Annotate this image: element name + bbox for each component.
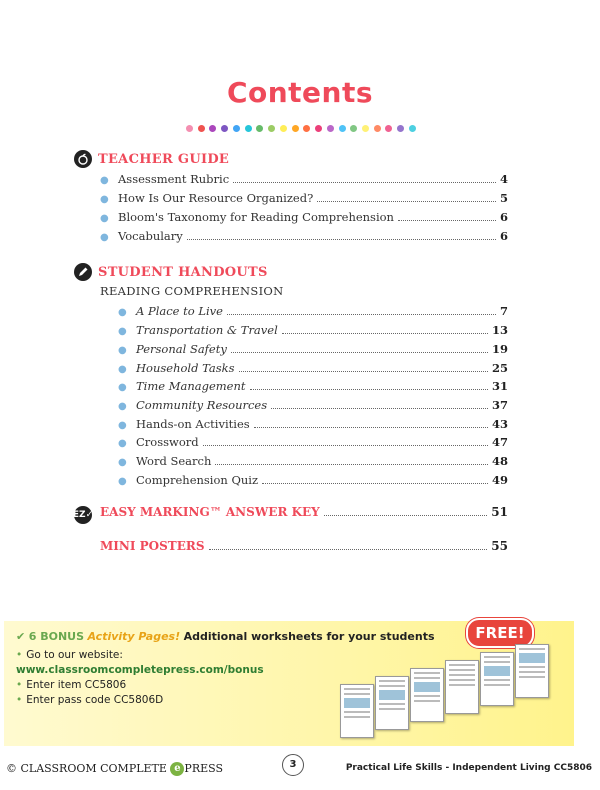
teacher-guide-heading <box>74 150 229 168</box>
decorative-dot <box>362 125 369 132</box>
dot-leader <box>209 549 488 550</box>
bullet-icon: ● <box>118 420 127 431</box>
worksheet-thumbnail <box>515 644 549 698</box>
toc-entry[interactable] <box>100 191 508 208</box>
logo-mark-icon: e <box>170 762 184 776</box>
toc-label: Comprehension Quiz <box>136 473 259 487</box>
toc-entry[interactable] <box>100 473 508 490</box>
toc-label: Household Tasks <box>136 361 235 375</box>
bullet-icon: ● <box>100 194 109 205</box>
toc-entry[interactable] <box>100 417 508 434</box>
decorative-dot <box>256 125 263 132</box>
dot-leader <box>215 464 488 465</box>
toc-label: Time Management <box>136 379 246 393</box>
decorative-dot <box>245 125 252 132</box>
teacher-guide-title: TEACHER GUIDE <box>98 151 230 167</box>
toc-label: Bloom's Taxonomy for Reading Comprehension <box>118 210 394 224</box>
bonus-headline <box>16 630 435 643</box>
bullet-icon: ● <box>118 345 127 356</box>
toc-entry[interactable] <box>100 379 508 396</box>
dot-leader <box>398 220 496 221</box>
decorative-dot <box>268 125 275 132</box>
decorative-dot <box>315 125 322 132</box>
worksheet-thumbnail <box>480 652 514 706</box>
bullet-icon: ● <box>118 364 127 375</box>
decorative-dot <box>409 125 416 132</box>
toc-page-number: 13 <box>491 323 508 337</box>
decorative-dot <box>198 125 205 132</box>
bonus-description: Additional worksheets for your students <box>183 630 435 643</box>
book-title-footer: Practical Life Skills - Independent Living CC5806 <box>345 763 592 773</box>
mini-posters-entry[interactable] <box>100 539 508 557</box>
dot-leader <box>324 515 488 516</box>
toc-entry[interactable] <box>100 229 508 246</box>
student-handouts-title: STUDENT HANDOUTS <box>98 264 268 280</box>
toc-page-number: 47 <box>491 435 508 449</box>
toc-entry[interactable] <box>100 210 508 227</box>
toc-label: Assessment Rubric <box>118 172 230 186</box>
bonus-line: • Enter item CC5806 <box>16 679 127 691</box>
toc-entry[interactable] <box>100 304 508 321</box>
toc-page-number: 43 <box>491 417 508 431</box>
toc-entry[interactable] <box>100 323 508 340</box>
dot-leader <box>271 408 488 409</box>
toc-page-number: 37 <box>491 398 508 412</box>
decorative-dot <box>374 125 381 132</box>
worksheet-thumbnail <box>410 668 444 722</box>
toc-label: A Place to Live <box>136 304 223 318</box>
page-title: Contents <box>226 76 374 109</box>
decorative-dot <box>292 125 299 132</box>
decorative-dot <box>233 125 240 132</box>
bullet-icon: ● <box>118 438 127 449</box>
dot-leader <box>231 352 488 353</box>
toc-page-number: 6 <box>499 210 508 224</box>
toc-label: Transportation & Travel <box>136 323 278 337</box>
dot-leader <box>250 389 488 390</box>
decorative-dot <box>397 125 404 132</box>
dot-leader <box>317 201 496 202</box>
apple-icon <box>74 150 92 168</box>
toc-page-number: 4 <box>499 172 508 186</box>
toc-page-number: 6 <box>499 229 508 243</box>
worksheet-thumbnail <box>445 660 479 714</box>
toc-page-number: 19 <box>491 342 508 356</box>
bonus-line: • Enter pass code CC5806D <box>16 694 164 706</box>
bullet-icon: ● <box>118 476 127 487</box>
decorative-dot <box>350 125 357 132</box>
bonus-count: 6 BONUS <box>28 630 84 643</box>
toc-entry[interactable] <box>100 398 508 415</box>
decorative-dot <box>221 125 228 132</box>
student-handouts-heading <box>74 263 268 281</box>
dot-leader <box>233 182 496 183</box>
toc-label: Word Search <box>136 454 212 468</box>
dot-leader <box>254 427 488 428</box>
toc-page-number: 49 <box>491 473 508 487</box>
worksheet-thumbnail <box>375 676 409 730</box>
toc-entry[interactable] <box>100 361 508 378</box>
page-number: 3 <box>282 754 304 776</box>
toc-label: Community Resources <box>136 398 268 412</box>
answer-key-entry[interactable] <box>100 505 508 523</box>
toc-label: Personal Safety <box>136 342 227 356</box>
bullet-icon: ● <box>118 457 127 468</box>
bonus-activity: Activity Pages! <box>87 630 181 643</box>
dot-leader <box>239 371 488 372</box>
reading-comprehension-subheading: READING COMPREHENSION <box>100 284 284 298</box>
dot-leader <box>282 333 488 334</box>
decorative-dots <box>186 125 416 133</box>
toc-label: How Is Our Resource Organized? <box>118 191 314 205</box>
ez-check-icon: EZ✓ <box>74 506 92 524</box>
bullet-icon: ● <box>118 401 127 412</box>
toc-entry[interactable] <box>100 172 508 189</box>
toc-entry[interactable] <box>100 435 508 452</box>
answer-key-label: EASY MARKING™ ANSWER KEY <box>100 505 320 519</box>
toc-page-number: 7 <box>499 304 508 318</box>
toc-entry[interactable] <box>100 342 508 359</box>
toc-page-number: 55 <box>491 539 508 553</box>
checkmark-icon: ✔ <box>16 630 26 643</box>
toc-entry[interactable] <box>100 454 508 471</box>
toc-page-number: 25 <box>491 361 508 375</box>
bullet-icon: ● <box>118 307 127 318</box>
decorative-dot <box>280 125 287 132</box>
decorative-dot <box>339 125 346 132</box>
free-badge: FREE! <box>466 618 534 648</box>
toc-label: Vocabulary <box>118 229 183 243</box>
worksheet-thumbnail <box>340 684 374 738</box>
toc-page-number: 5 <box>499 191 508 205</box>
toc-page-number: 48 <box>491 454 508 468</box>
mini-posters-label: MINI POSTERS <box>100 539 205 553</box>
decorative-dot <box>385 125 392 132</box>
publisher-logo: © CLASSROOM COMPLETE e PRESS <box>6 762 224 775</box>
bullet-icon: ● <box>100 213 109 224</box>
toc-page-number: 51 <box>491 505 508 519</box>
dot-leader <box>203 445 488 446</box>
bullet-icon: ● <box>118 382 127 393</box>
decorative-dot <box>327 125 334 132</box>
toc-page-number: 31 <box>491 379 508 393</box>
dot-leader <box>187 239 496 240</box>
toc-label: Crossword <box>136 435 199 449</box>
dot-leader <box>262 483 488 484</box>
decorative-dot <box>209 125 216 132</box>
bullet-icon: ● <box>100 175 109 186</box>
pencil-icon <box>74 263 92 281</box>
decorative-dot <box>186 125 193 132</box>
bullet-icon: ● <box>100 232 109 243</box>
toc-label: Hands-on Activities <box>136 417 250 431</box>
bonus-line: • Go to our website: <box>16 649 123 661</box>
bonus-url[interactable]: www.classroomcompletepress.com/bonus <box>16 664 264 676</box>
dot-leader <box>227 314 496 315</box>
decorative-dot <box>303 125 310 132</box>
bullet-icon: ● <box>118 326 127 337</box>
